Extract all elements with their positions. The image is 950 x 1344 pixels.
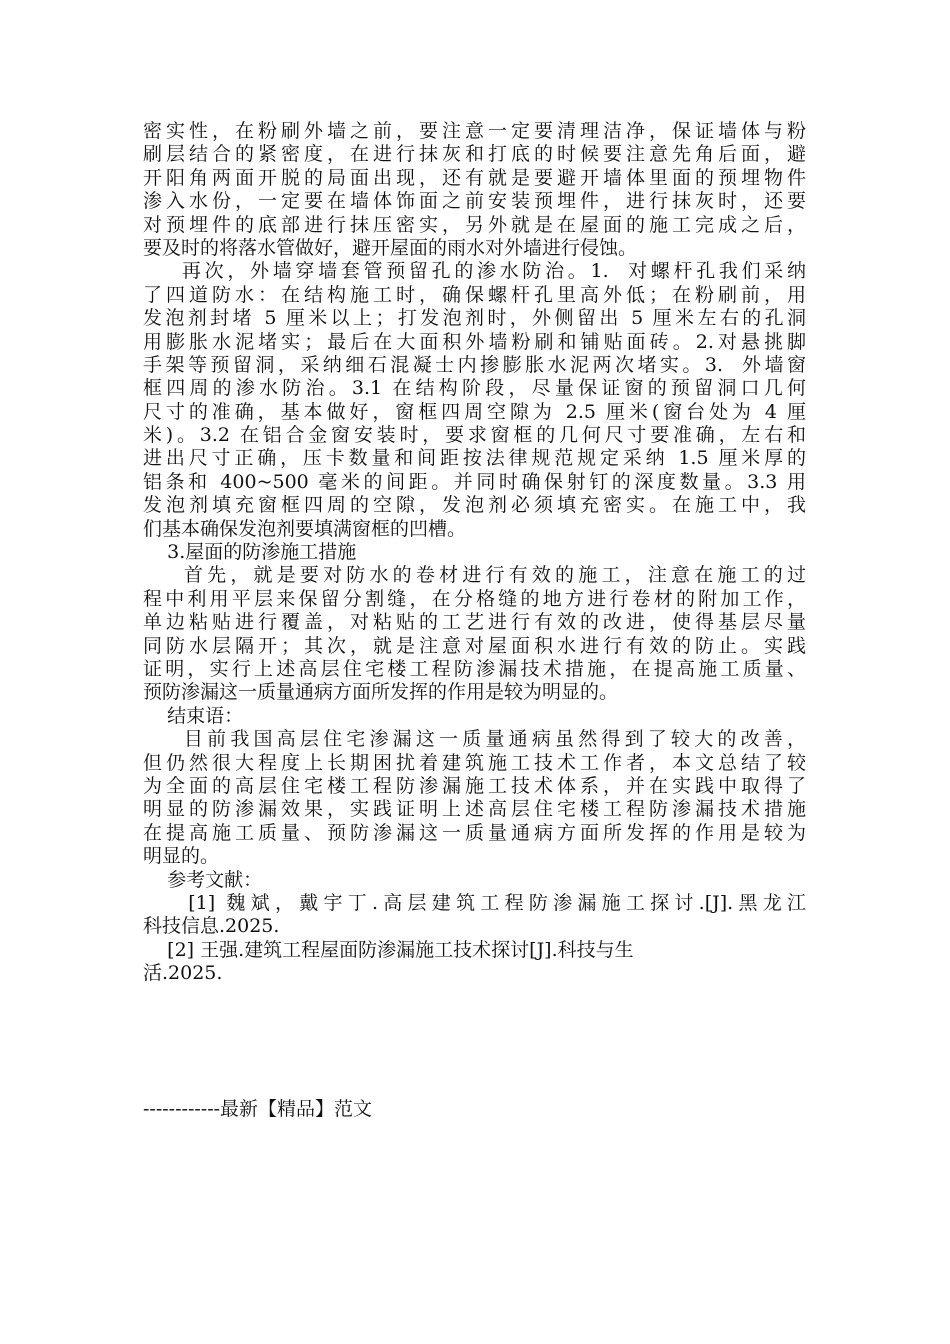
text-line: 渗入水份，一定要在墙体饰面之前安装预埋件，进行抹灰时，还要 (143, 190, 806, 213)
text-line: 开阳角两面开脱的局面出现，还有就是要避开墙体里面的预埋物件 (143, 166, 806, 189)
text-line: 结束语： (143, 704, 244, 727)
text-line: 手架等预留洞，采纳细石混凝士内掺膨胀水泥两次堵实。3. 外墙窗 (143, 353, 806, 376)
text-line: 首先，就是要对防水的卷材进行有效的施工，注意在施工的过 (143, 564, 806, 587)
text-line: 米)。3.2 在铝合金窗安装时，要求窗框的几何尺寸要准确，左右和 (143, 424, 806, 447)
text-line: 但仍然很大程度上长期困扰着建筑施工技术工作者，本文总结了较 (143, 751, 806, 774)
text-line: 尺寸的准确，基本做好，窗框四周空隙为 2.5 厘米(窗台处为 4 厘 (143, 400, 806, 423)
text-line: 框四周的渗水防治。3.1 在结构阶段，尽量保证窗的预留洞口几何 (143, 377, 806, 400)
text-line: 密实性，在粉刷外墙之前，要注意一定要清理洁净，保证墙体与粉 (143, 120, 806, 142)
text-line: 同防水层隔开；其次，就是注意对屋面积水进行有效的防止。实践 (143, 634, 806, 657)
text-line: 用膨胀水泥堵实；最后在大面积外墙粉刷和铺贴面砖。2.对悬挑脚 (143, 330, 806, 353)
text-line: 目前我国高层住宅渗漏这一质量通病虽然得到了较大的改善， (143, 728, 806, 751)
text-line: [1] 魏斌，戴宇丁.高层建筑工程防渗漏施工探讨.[J].黑龙江 (143, 891, 806, 914)
text-line: 进出尺寸正确，压卡数量和间距按法律规范规定采纳 1.5 厘米厚的 (143, 447, 806, 470)
text-line: 在提高施工质量、预防渗漏这一质量通病方面所发挥的作用是较为 (143, 821, 806, 844)
text-line: 明显的防渗漏效果，实践证明上述高层住宅楼工程防渗漏技术措施 (143, 798, 806, 821)
text-line: 们基本确保发泡剂要填满窗框的凹槽。 (143, 517, 467, 540)
footer-text: ------------最新【精品】范文 (143, 1098, 373, 1120)
text-line: 明显的。 (143, 845, 220, 868)
text-line: 发泡剂填充窗框四周的空隙，发泡剂必须填充密实。在施工中，我 (143, 494, 806, 517)
text-line: 科技信息.2025. (143, 915, 280, 938)
text-line: 铝条和 400~500 毫米的间距。并同时确保射钉的深度数量。3.3 用 (143, 470, 806, 493)
text-line: 3.屋面的防渗施工措施 (143, 541, 357, 564)
text-line: 参考文献： (143, 868, 263, 891)
text-line: 证明，实行上述高层住宅楼工程防渗漏技术措施，在提高施工质量、 (143, 657, 806, 680)
text-line: 活.2025. (143, 962, 223, 985)
text-line: 了四道防水：在结构施工时，确保螺杆孔里高外低；在粉刷前，用 (143, 283, 806, 306)
text-line: 单边粘贴进行覆盖，对粘贴的工艺进行有效的改进，使得基层尽量 (143, 611, 806, 634)
text-line: 再次，外墙穿墙套管预留孔的渗水防治。1. 对螺杆孔我们采纳 (143, 260, 806, 283)
document-body (143, 120, 806, 985)
text-line: 要及时的将落水管做好，避开屋面的雨水对外墙进行侵蚀。 (143, 236, 638, 259)
text-line: 预防渗漏这一质量通病方面所发挥的作用是较为明显的。 (143, 681, 619, 704)
text-line: 为全面的高层住宅楼工程防渗漏施工技术体系，并在实践中取得了 (143, 774, 806, 797)
text-line: 对预埋件的底部进行抹压密实，另外就是在屋面的施工完成之后， (143, 213, 806, 236)
text-line: 发泡剂封堵 5 厘米以上；打发泡剂时，外侧留出 5 厘米左右的孔洞 (143, 307, 806, 330)
text-line: 刷层结合的紧密度，在进行抹灰和打底的时候要注意先角后面，避 (143, 143, 806, 166)
text-line: 程中利用平层来保留分割缝，在分格缝的地方进行卷材的附加工作， (143, 587, 806, 610)
text-line: [2] 王强.建筑工程屋面防渗漏施工技术探讨[J].科技与生 (143, 938, 634, 961)
